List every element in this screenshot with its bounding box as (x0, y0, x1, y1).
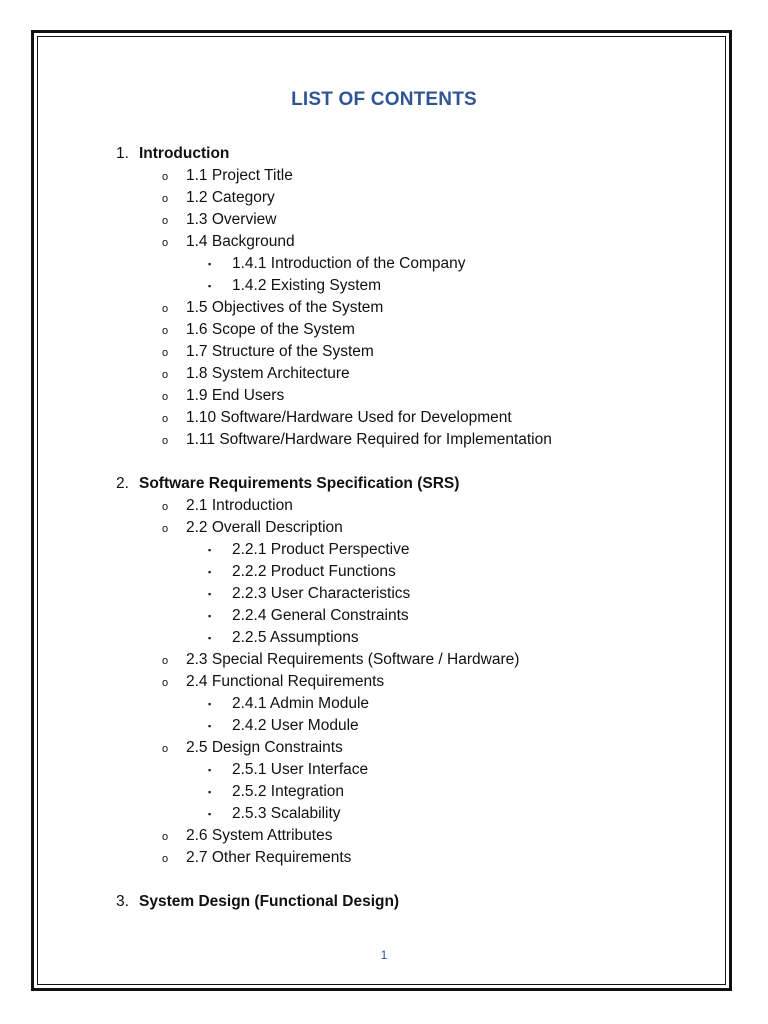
toc-subsubsection-item (0, 253, 768, 275)
section-heading-row (0, 143, 768, 165)
square-bullet-icon: ▪ (208, 633, 212, 643)
section-number: 2. (116, 475, 129, 492)
subsection-label: 1.3 Overview (186, 211, 277, 228)
square-bullet-icon: ▪ (208, 259, 212, 269)
toc-subsection-item (0, 319, 768, 341)
subsection-label: 2.2 Overall Description (186, 519, 343, 536)
toc-subsection-item (0, 341, 768, 363)
section-spacer (0, 451, 768, 473)
subsubsection-label: 2.5.2 Integration (232, 783, 345, 800)
toc-subsection-item (0, 187, 768, 209)
hollow-circle-bullet-icon: o (162, 413, 169, 425)
toc-subsection-item (0, 363, 768, 385)
square-bullet-icon: ▪ (208, 699, 212, 709)
toc-subsubsection-item (0, 275, 768, 297)
toc-subsubsection-item (0, 759, 768, 781)
hollow-circle-bullet-icon: o (162, 171, 169, 183)
toc-subsubsection-item (0, 605, 768, 627)
section-number: 3. (116, 893, 129, 910)
square-bullet-icon: ▪ (208, 809, 212, 819)
toc-subsubsection-item (0, 693, 768, 715)
toc-subsection-item (0, 671, 768, 693)
square-bullet-icon: ▪ (208, 787, 212, 797)
hollow-circle-bullet-icon: o (162, 435, 169, 447)
subsubsection-label: 2.5.1 User Interface (232, 761, 369, 778)
section-spacer (0, 869, 768, 891)
subsection-label: 1.2 Category (186, 189, 275, 206)
toc-subsection-item (0, 495, 768, 517)
table-of-contents (0, 143, 768, 913)
toc-subsection-item (0, 825, 768, 847)
subsubsection-label: 2.5.3 Scalability (232, 805, 341, 822)
toc-subsection-item (0, 847, 768, 869)
hollow-circle-bullet-icon: o (162, 303, 169, 315)
document-title: LIST OF CONTENTS (291, 89, 477, 110)
square-bullet-icon: ▪ (208, 765, 212, 775)
hollow-circle-bullet-icon: o (162, 369, 169, 381)
toc-subsubsection-item (0, 781, 768, 803)
subsubsection-label: 1.4.1 Introduction of the Company (232, 255, 466, 272)
hollow-circle-bullet-icon: o (162, 677, 169, 689)
square-bullet-icon: ▪ (208, 281, 212, 291)
toc-subsubsection-item (0, 627, 768, 649)
toc-subsection-item (0, 297, 768, 319)
square-bullet-icon: ▪ (208, 721, 212, 731)
subsection-label: 2.7 Other Requirements (186, 849, 352, 866)
subsection-label: 1.9 End Users (186, 387, 285, 404)
subsection-label: 1.5 Objectives of the System (186, 299, 384, 316)
toc-subsection-item (0, 231, 768, 253)
square-bullet-icon: ▪ (208, 567, 212, 577)
hollow-circle-bullet-icon: o (162, 655, 169, 667)
square-bullet-icon: ▪ (208, 545, 212, 555)
subsubsection-label: 2.4.2 User Module (232, 717, 359, 734)
hollow-circle-bullet-icon: o (162, 391, 169, 403)
section-title: Introduction (139, 145, 230, 162)
hollow-circle-bullet-icon: o (162, 523, 169, 535)
toc-subsection-item (0, 407, 768, 429)
page-number: 1 (380, 948, 388, 962)
subsubsection-label: 2.2.5 Assumptions (232, 629, 359, 646)
hollow-circle-bullet-icon: o (162, 215, 169, 227)
hollow-circle-bullet-icon: o (162, 743, 169, 755)
subsection-label: 1.1 Project Title (186, 167, 293, 184)
subsection-label: 1.7 Structure of the System (186, 343, 374, 360)
square-bullet-icon: ▪ (208, 611, 212, 621)
section-title: Software Requirements Specification (SRS) (139, 475, 460, 492)
hollow-circle-bullet-icon: o (162, 347, 169, 359)
subsubsection-label: 2.4.1 Admin Module (232, 695, 370, 712)
toc-subsection-item (0, 517, 768, 539)
toc-subsection-item (0, 385, 768, 407)
subsection-label: 1.11 Software/Hardware Required for Implementation (186, 431, 552, 448)
subsection-label: 2.3 Special Requirements (Software / Hardware) (186, 651, 520, 668)
hollow-circle-bullet-icon: o (162, 325, 169, 337)
subsubsection-label: 2.2.3 User Characteristics (232, 585, 411, 602)
hollow-circle-bullet-icon: o (162, 237, 169, 249)
hollow-circle-bullet-icon: o (162, 501, 169, 513)
subsection-label: 1.10 Software/Hardware Used for Development (186, 409, 512, 426)
toc-subsubsection-item (0, 715, 768, 737)
hollow-circle-bullet-icon: o (162, 193, 169, 205)
toc-subsection-item (0, 737, 768, 759)
toc-subsubsection-item (0, 583, 768, 605)
section-heading-row (0, 473, 768, 495)
subsection-label: 1.6 Scope of the System (186, 321, 355, 338)
toc-subsection-item (0, 649, 768, 671)
subsection-label: 2.1 Introduction (186, 497, 293, 514)
subsection-label: 2.4 Functional Requirements (186, 673, 385, 690)
subsubsection-label: 2.2.1 Product Perspective (232, 541, 410, 558)
toc-subsection-item (0, 429, 768, 451)
subsection-label: 2.6 System Attributes (186, 827, 333, 844)
toc-subsubsection-item (0, 803, 768, 825)
subsubsection-label: 2.2.4 General Constraints (232, 607, 409, 624)
section-title: System Design (Functional Design) (139, 893, 400, 910)
subsection-label: 1.4 Background (186, 233, 295, 250)
hollow-circle-bullet-icon: o (162, 853, 169, 865)
subsubsection-label: 1.4.2 Existing System (232, 277, 382, 294)
toc-subsection-item (0, 165, 768, 187)
toc-subsubsection-item (0, 539, 768, 561)
subsection-label: 1.8 System Architecture (186, 365, 350, 382)
toc-subsubsection-item (0, 561, 768, 583)
section-number: 1. (116, 145, 129, 162)
section-heading-row (0, 891, 768, 913)
hollow-circle-bullet-icon: o (162, 831, 169, 843)
subsubsection-label: 2.2.2 Product Functions (232, 563, 396, 580)
square-bullet-icon: ▪ (208, 589, 212, 599)
subsection-label: 2.5 Design Constraints (186, 739, 343, 756)
toc-subsection-item (0, 209, 768, 231)
